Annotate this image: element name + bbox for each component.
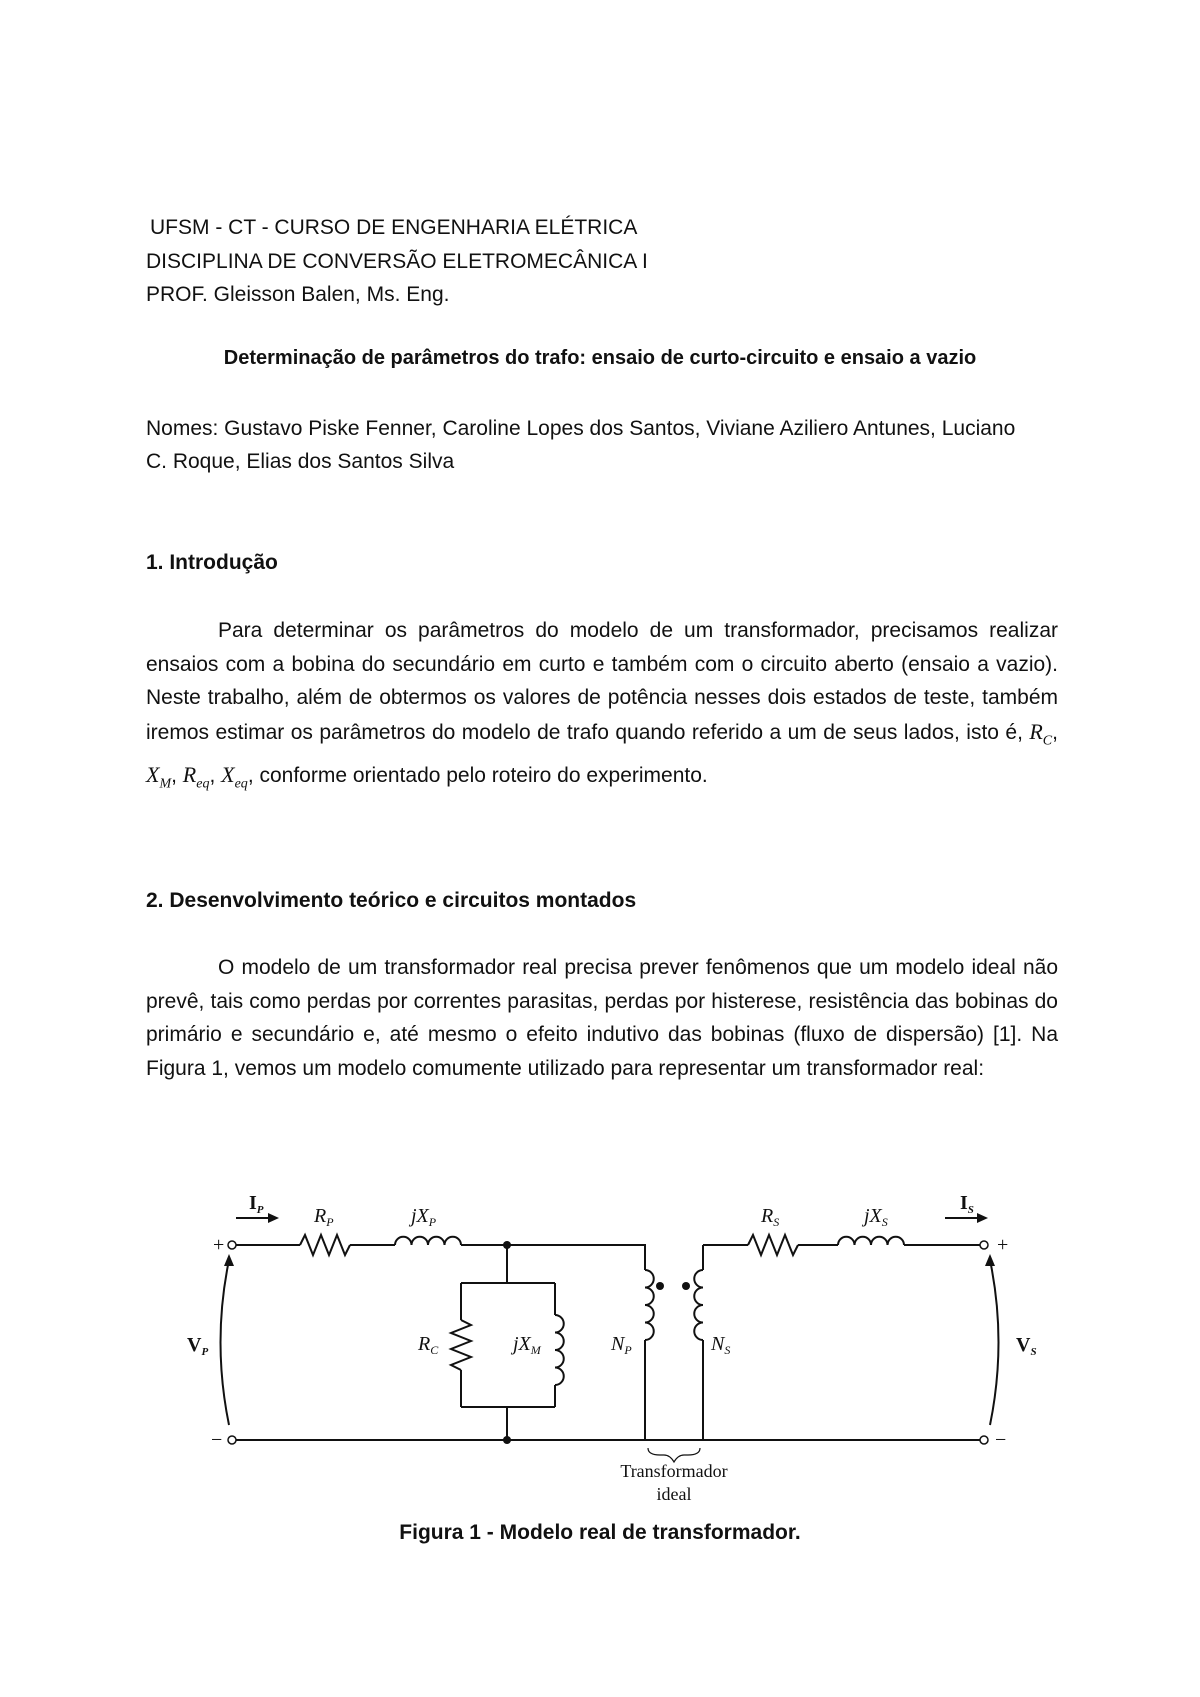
inductor-jxs (838, 1237, 904, 1245)
section-2-heading: 2. Desenvolvimento teórico e circuitos montados (146, 889, 637, 912)
section-1-heading: 1. Introdução (146, 551, 278, 574)
inductor-jxm (555, 1315, 564, 1385)
figure-caption: Figura 1 - Modelo real de transformador. (399, 1521, 801, 1544)
section-2-text: O modelo de um transformador real precisa prever fenômenos que um modelo ideal não prevê, tais como perdas por correntes parasitas, perdas por histerese, resistência das bobinas do primário e secundário e, até mesmo o efeito indutivo das bobinas (fluxo de dispersão) [1]. Na Figura 1, vemos um modelo comumente utilizado para representar um transformador real: (146, 956, 1058, 1080)
polarity-dot-primary (656, 1282, 664, 1290)
voltage-arrow-vs-head (985, 1254, 995, 1266)
label-jxp: $jX_P$ (411, 1205, 437, 1229)
label-jxm: $jX_M$ (513, 1333, 541, 1357)
inductor-np (645, 1270, 654, 1340)
label-ip: $I_P$ (249, 1192, 264, 1216)
voltage-arc-vs (990, 1260, 999, 1425)
wire-top-to-np (461, 1245, 645, 1270)
terminal-secondary-bottom (980, 1436, 988, 1444)
inductor-jxp (395, 1237, 461, 1245)
label-vs: $V_S$ (1016, 1334, 1037, 1358)
label-ideal-transformer-line2: ideal (656, 1484, 692, 1504)
label-jxs: $jX_S$ (864, 1205, 888, 1229)
symbol-xm: $X_M$ (146, 761, 172, 792)
current-arrow-ip-head (268, 1213, 279, 1223)
terminal-secondary-top (980, 1241, 988, 1249)
label-plus-secondary: + (997, 1234, 1009, 1256)
label-np: $N_P$ (611, 1333, 632, 1357)
resistor-rs (748, 1235, 798, 1255)
resistor-rp (300, 1235, 350, 1255)
polarity-dot-secondary (682, 1282, 690, 1290)
resistor-rc (451, 1320, 471, 1370)
symbol-rc: $R_C$ (1029, 718, 1053, 749)
transformer-circuit-diagram (0, 1170, 1200, 1510)
section-1-paragraph: Para determinar os parâmetros do modelo de um transformador, precisamos realizar ensaios com a bobina do secundário em curto e também com o circuito aberto (ensaio a vazio). Neste trabalho, além de obtermos os valores de potência nesses dois estados de teste, também iremos estimar os parâmetros do modelo de trafo quando referido a um de seus lados, isto é, $R_C$, $X_M$, $R_{eq}$, $X_{eq}$, conforme orientado pelo roteiro do experimento. (146, 619, 1058, 792)
terminal-primary-top (228, 1241, 236, 1249)
voltage-arc-vp (221, 1260, 230, 1425)
section-1-text: Para determinar os parâmetros do modelo de um transformador, precisamos realizar ensaios com a bobina do secundário em curto e também com o circuito aberto (ensaio a vazio). Neste trabalho, além de obtermos os valores de potência nesses dois estados de teste, também iremos estimar os parâmetros do modelo de trafo quando referido a um de seus lados, isto é, (146, 619, 1058, 744)
label-plus-primary: + (213, 1234, 225, 1256)
label-ideal-transformer-line1: Transformador (620, 1461, 728, 1481)
terminal-primary-bottom (228, 1436, 236, 1444)
label-minus-secondary: − (995, 1429, 1007, 1451)
authors-line-1: Nomes: Gustavo Piske Fenner, Caroline Lopes dos Santos, Viviane Aziliero Antunes, Luciano (146, 417, 1016, 440)
voltage-arrow-vp-head (224, 1254, 234, 1266)
authors-line-2: C. Roque, Elias dos Santos Silva (146, 450, 455, 473)
label-vp: $V_P$ (187, 1334, 209, 1358)
label-rs: $R_S$ (761, 1205, 780, 1229)
section-1-text-end: , conforme orientado pelo roteiro do experimento. (247, 763, 708, 787)
label-rp: $R_P$ (314, 1205, 334, 1229)
header-line-professor: PROF. Gleisson Balen, Ms. Eng. (146, 283, 450, 306)
label-minus-primary: − (211, 1429, 223, 1451)
section-2-paragraph (146, 951, 1058, 1085)
label-is: $I_S$ (960, 1192, 974, 1216)
current-arrow-is-head (977, 1213, 988, 1223)
symbol-xeq: $X_{eq}$ (221, 761, 248, 792)
symbol-req: $R_{eq}$ (182, 761, 210, 792)
inductor-ns (694, 1270, 703, 1340)
junction-dot-bottom (503, 1436, 511, 1444)
header-line-university: UFSM - CT - CURSO DE ENGENHARIA ELÉTRICA (150, 216, 638, 239)
header-line-course: DISCIPLINA DE CONVERSÃO ELETROMECÂNICA I (146, 250, 648, 273)
label-ns: $N_S$ (711, 1333, 731, 1357)
document-title: Determinação de parâmetros do trafo: ensaio de curto-circuito e ensaio a vazio (223, 347, 977, 369)
ideal-transformer-brace (648, 1448, 700, 1462)
junction-dot-top (503, 1241, 511, 1249)
label-rc: $R_C$ (418, 1333, 439, 1357)
